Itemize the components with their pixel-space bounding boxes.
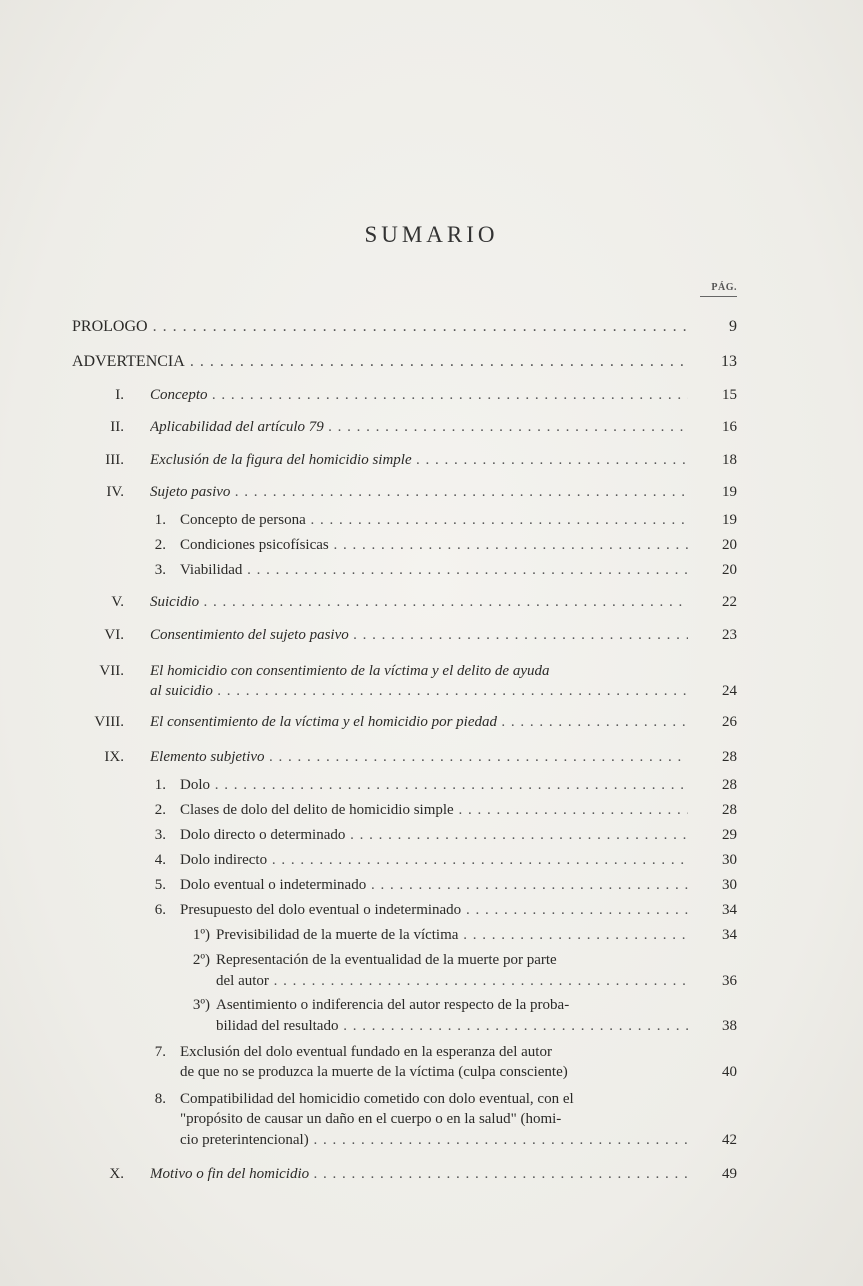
toc-entry-section[interactable]	[0, 512, 863, 534]
toc-label: Viabilidad . . .	[180, 562, 688, 579]
toc-label: Consentimiento del sujeto pasivo . . .	[150, 627, 688, 644]
toc-label: Dolo directo o determinado . . .	[180, 827, 688, 844]
toc-label: Motivo o fin del homicidio . . .	[150, 1166, 688, 1183]
toc-label: Clases de dolo del delito de homicidio simple . . .	[180, 802, 688, 819]
toc-entry-section[interactable]	[0, 802, 863, 824]
toc-number: 4.	[154, 852, 166, 868]
toc-label: PROLOGO . . .	[72, 318, 688, 336]
toc-label-line: Exclusión del dolo eventual fundado en la esperanza del autor	[180, 1044, 552, 1060]
toc-label: Dolo . . .	[180, 777, 688, 794]
toc-page-number: 16	[722, 419, 737, 435]
toc-label-line: bilidad del resultado . . .	[216, 1018, 688, 1035]
toc-page-number: 23	[722, 627, 737, 643]
toc-label: Aplicabilidad del artículo 79 . . .	[150, 419, 688, 436]
toc-page-number: 26	[722, 714, 737, 730]
toc-page-number: 19	[722, 512, 737, 528]
toc-number: X.	[109, 1166, 124, 1182]
toc-number: IX.	[104, 749, 124, 765]
toc-entry-chapter[interactable]	[0, 663, 863, 707]
toc-page-number: 42	[722, 1132, 737, 1148]
toc-number: VII.	[99, 663, 124, 679]
toc-label: Concepto . . .	[150, 387, 688, 404]
toc-page-number: 13	[721, 353, 737, 370]
toc-page-number: 22	[722, 594, 737, 610]
toc-label-line: El homicidio con consentimiento de la víctima y el delito de ayuda	[150, 663, 550, 679]
toc-entry-chapter[interactable]	[0, 627, 863, 649]
toc-page-number: 49	[722, 1166, 737, 1182]
toc-label-line: Compatibilidad del homicidio cometido con dolo eventual, con el	[180, 1091, 574, 1107]
toc-label: Concepto de persona . . .	[180, 512, 688, 529]
toc-number: 1.	[154, 512, 166, 528]
toc-entry-section[interactable]	[0, 777, 863, 799]
toc-label: Exclusión de la figura del homicidio simple . . .	[150, 452, 688, 469]
toc-entry-chapter[interactable]	[0, 484, 863, 506]
toc-entry-chapter[interactable]	[0, 1166, 863, 1188]
toc-number: VI.	[104, 627, 124, 643]
toc-entry-section[interactable]	[0, 1044, 863, 1088]
toc-page-number: 29	[722, 827, 737, 843]
toc-label-line: del autor . . .	[216, 973, 688, 990]
toc-page-number: 40	[722, 1064, 737, 1080]
toc-number: 3º)	[192, 997, 210, 1013]
toc-number: 2.	[154, 537, 166, 553]
toc-page-number: 30	[722, 852, 737, 868]
toc-number: 8.	[154, 1091, 166, 1107]
toc-number: III.	[105, 452, 124, 468]
toc-entry-subsection[interactable]	[0, 997, 863, 1041]
toc-entry-chapter[interactable]	[0, 387, 863, 409]
toc-page-number: 24	[722, 683, 737, 699]
toc-number: 5.	[154, 877, 166, 893]
toc-page-number: 28	[722, 749, 737, 765]
toc-entry-subsection[interactable]	[0, 952, 863, 996]
toc-entry-chapter[interactable]	[0, 419, 863, 441]
toc-entry-section[interactable]	[0, 902, 863, 924]
toc-number: 7.	[154, 1044, 166, 1060]
toc-page-number: 36	[722, 973, 737, 989]
toc-entry-section[interactable]	[0, 562, 863, 584]
toc-entry-chapter[interactable]	[0, 452, 863, 474]
toc-number: V.	[111, 594, 124, 610]
toc-number: II.	[110, 419, 124, 435]
toc-label: Dolo eventual o indeterminado . . .	[180, 877, 688, 894]
toc-entry-section[interactable]	[0, 877, 863, 899]
toc-entry-advertencia[interactable]	[0, 353, 863, 375]
toc-page-number: 18	[722, 452, 737, 468]
toc-number: 1º)	[192, 927, 210, 943]
toc-page-number: 34	[722, 927, 737, 943]
toc-page-number: 34	[722, 902, 737, 918]
toc-page-number: 15	[722, 387, 737, 403]
toc-label-line: "propósito de causar un daño en el cuerpo o en la salud" (homi-	[180, 1111, 562, 1127]
page-column-header: PÁG.	[700, 282, 737, 297]
toc-label: Presupuesto del dolo eventual o indeterminado . . .	[180, 902, 688, 919]
page-title: SUMARIO	[364, 222, 499, 247]
toc-number: 3.	[154, 827, 166, 843]
toc-label: El consentimiento de la víctima y el homicidio por piedad . . .	[150, 714, 688, 731]
toc-number: 6.	[154, 902, 166, 918]
toc-page-number: 38	[722, 1018, 737, 1034]
toc-page-number: 9	[729, 318, 737, 335]
toc-number: 3.	[154, 562, 166, 578]
toc-label: Condiciones psicofísicas . . .	[180, 537, 688, 554]
toc-page-number: 28	[722, 802, 737, 818]
toc-number: 1.	[154, 777, 166, 793]
toc-page-number: 30	[722, 877, 737, 893]
toc-entry-chapter[interactable]	[0, 594, 863, 616]
toc-number: IV.	[106, 484, 124, 500]
toc-label: Previsibilidad de la muerte de la víctima . . .	[216, 927, 688, 944]
toc-number: 2º)	[192, 952, 210, 968]
toc-label-line: Asentimiento o indiferencia del autor respecto de la proba-	[216, 997, 570, 1013]
toc-entry-section[interactable]	[0, 827, 863, 849]
toc-label-line: de que no se produzca la muerte de la víctima (culpa consciente)	[180, 1064, 568, 1080]
toc-number: I.	[115, 387, 124, 403]
toc-label: Suicidio . . .	[150, 594, 688, 611]
toc-page-number: 19	[722, 484, 737, 500]
toc-number: VIII.	[94, 714, 124, 730]
toc-entry-section[interactable]	[0, 1091, 863, 1155]
toc-label-line: Representación de la eventualidad de la muerte por parte	[216, 952, 557, 968]
toc-page-number: 20	[722, 537, 737, 553]
toc-label: Dolo indirecto . . .	[180, 852, 688, 869]
toc-number: 2.	[154, 802, 166, 818]
toc-label-line: cio preterintencional) . . .	[180, 1132, 688, 1149]
toc-entry-chapter[interactable]	[0, 714, 863, 736]
toc-label: ADVERTENCIA . . .	[72, 353, 688, 371]
toc-entry-section[interactable]	[0, 537, 863, 559]
toc-entry-chapter[interactable]	[0, 749, 863, 771]
toc-label: Elemento subjetivo . . .	[150, 749, 688, 766]
toc-page-number: 28	[722, 777, 737, 793]
toc-label: Sujeto pasivo . . .	[150, 484, 688, 501]
toc-entry-prologo[interactable]	[0, 318, 863, 340]
toc-entry-section[interactable]	[0, 852, 863, 874]
toc-page-number: 20	[722, 562, 737, 578]
toc-entry-subsection[interactable]	[0, 927, 863, 949]
toc-label-line: al suicidio . . .	[150, 683, 688, 700]
